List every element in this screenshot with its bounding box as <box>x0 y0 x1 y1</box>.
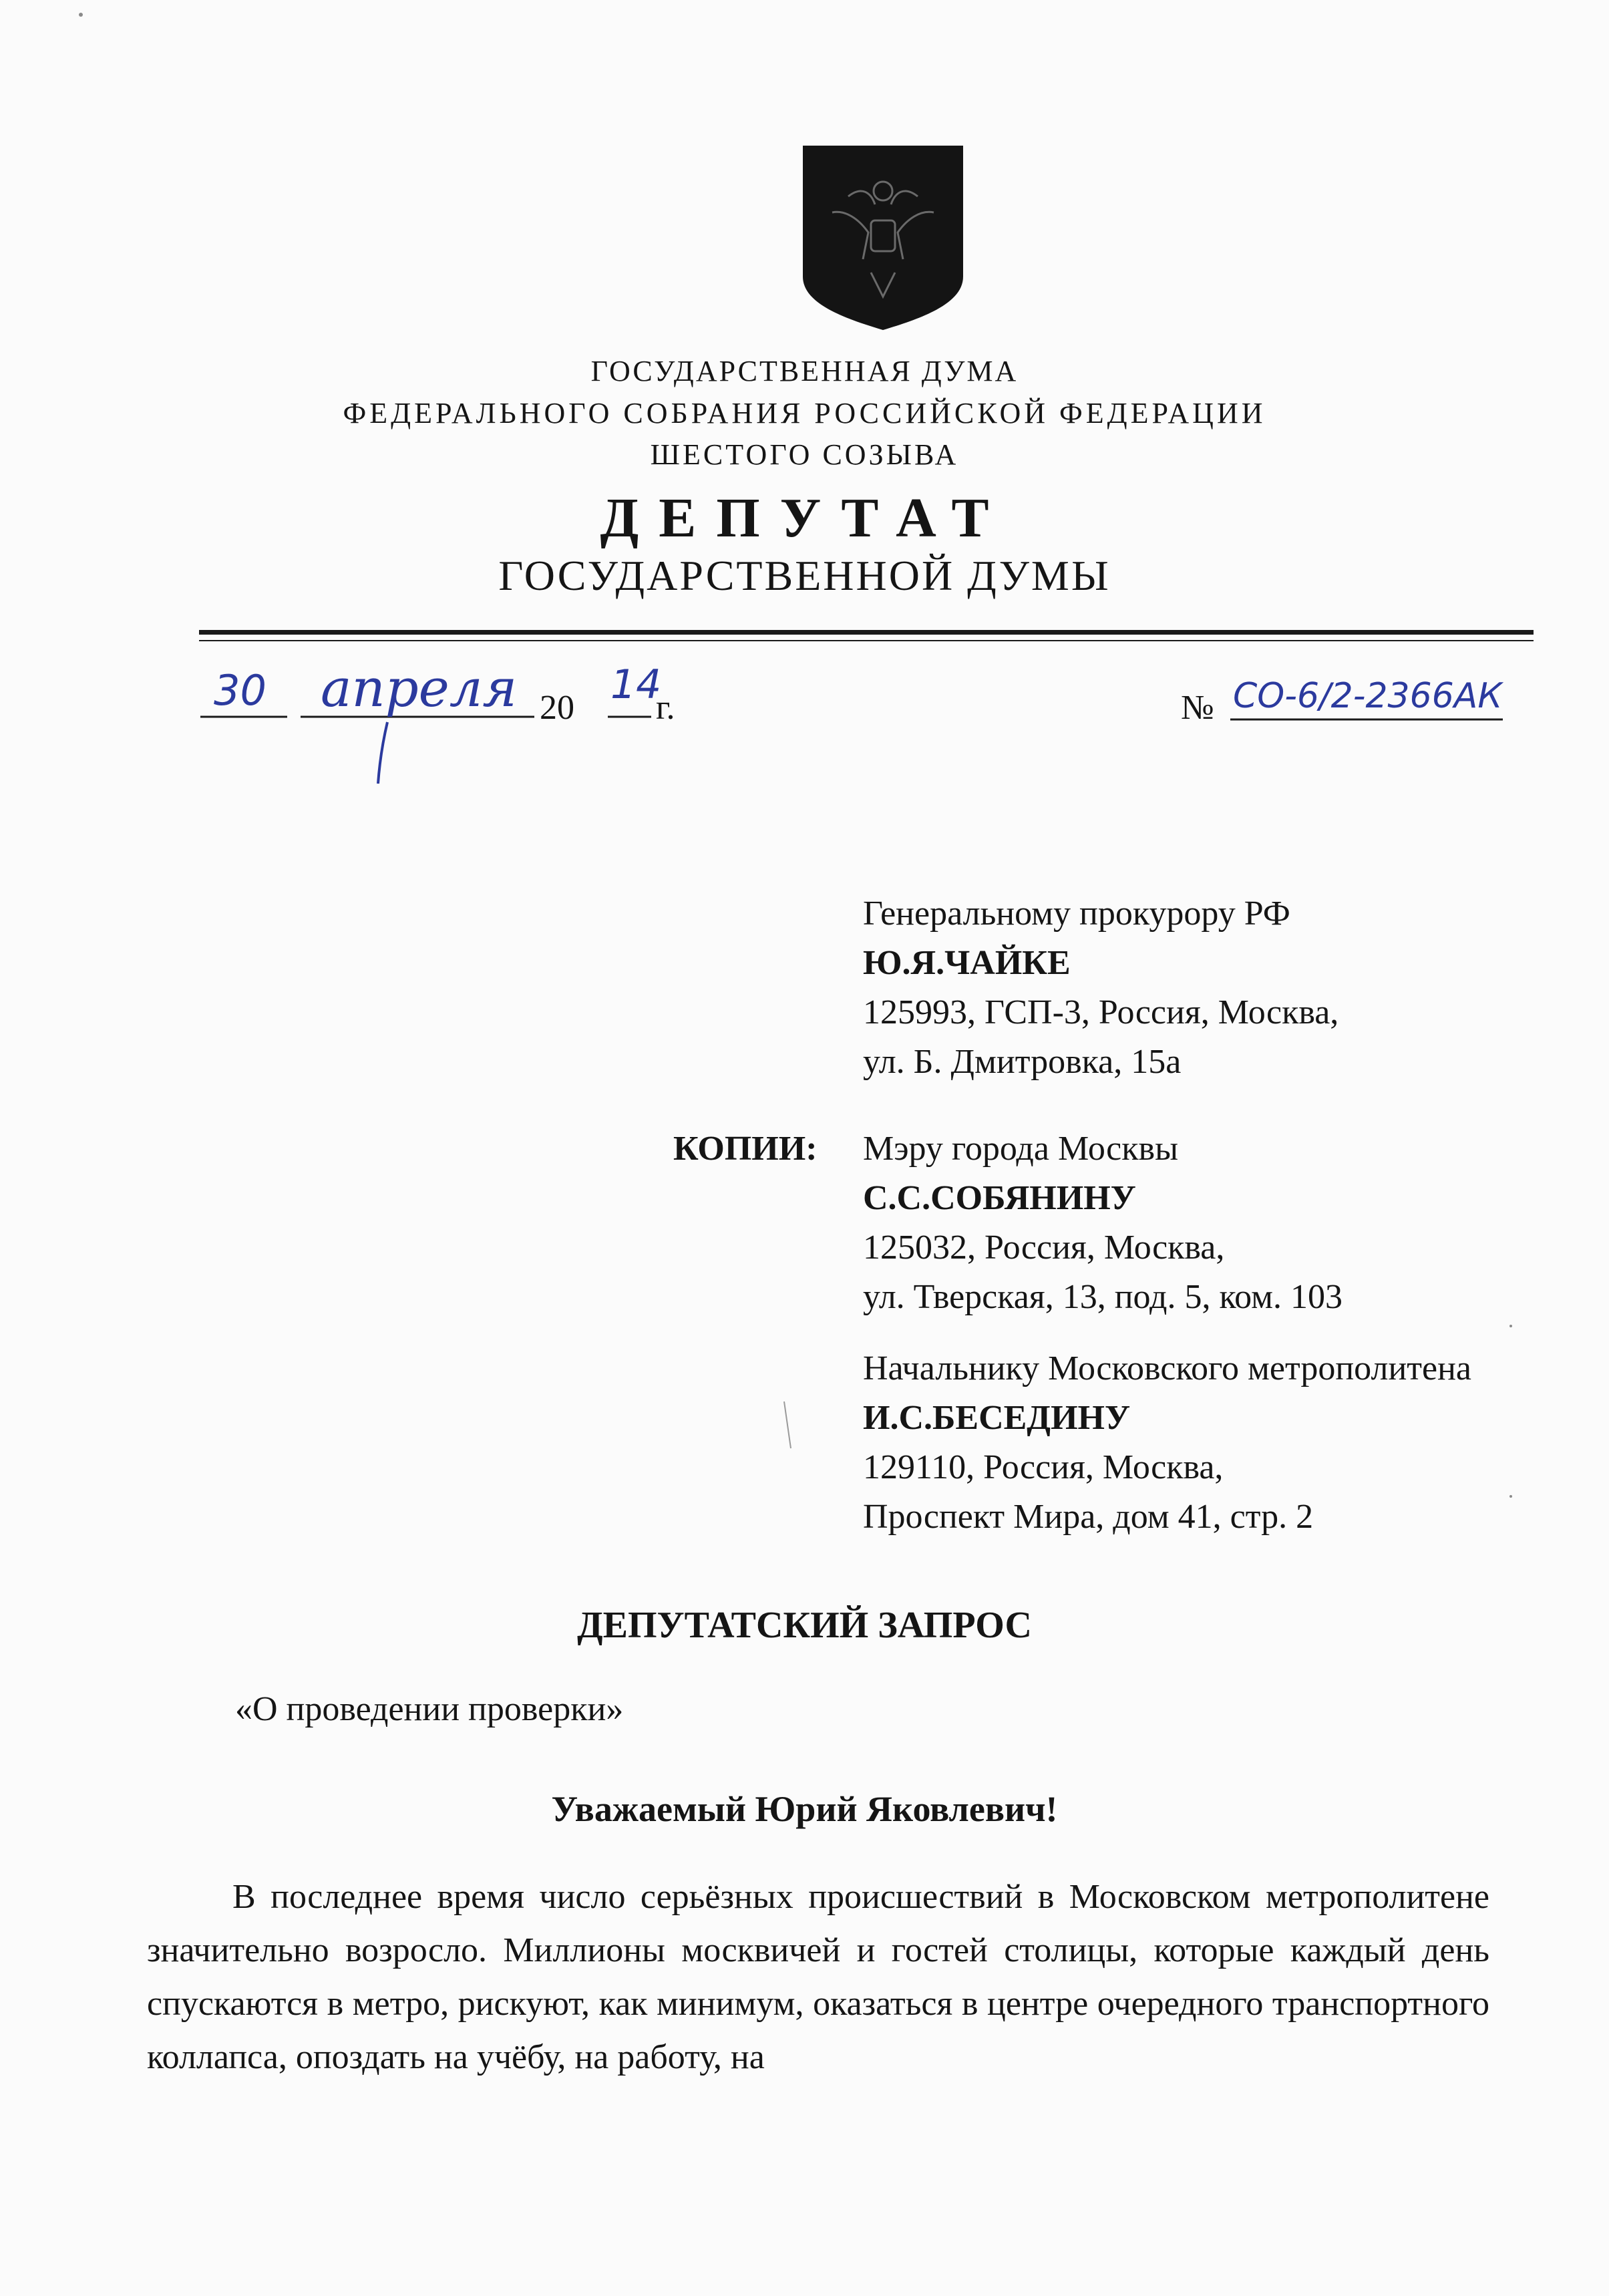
handwritten-number <box>1189 665 1563 745</box>
copy-recipient-title: Мэру города Москвы <box>863 1130 1179 1168</box>
org-line-1: ГОСУДАРСТВЕННАЯ ДУМА <box>590 355 1019 387</box>
number-prefix: № <box>1181 689 1214 727</box>
copy-recipient-address-2: ул. Тверская, 13, под. 5, ком. 103 <box>863 1278 1343 1316</box>
header-rule-thin <box>199 640 1534 641</box>
deputy-title: ДЕПУТАТ <box>600 487 1009 549</box>
salutation: Уважаемый Юрий Яковлевич! <box>551 1789 1058 1829</box>
recipient-title: Генеральному прокурору РФ <box>863 894 1290 933</box>
document-title: ДЕПУТАТСКИЙ ЗАПРОС <box>577 1605 1032 1646</box>
deputy-subtitle: ГОСУДАРСТВЕННОЙ ДУМЫ <box>498 552 1111 599</box>
copy-recipient-address-1: 125032, Россия, Москва, <box>863 1228 1225 1267</box>
recipient-address-2: ул. Б. Дмитровка, 15а <box>863 1043 1182 1081</box>
copy-recipient-name: С.С.СОБЯНИНУ <box>863 1179 1136 1217</box>
date-year-suffix: г. <box>656 689 675 727</box>
copy-recipient-block <box>863 1344 1471 1542</box>
recipient-name: Ю.Я.ЧАЙКЕ <box>863 944 1071 982</box>
copy-recipient-address-1: 129110, Россия, Москва, <box>863 1448 1224 1486</box>
date-day: 30 <box>214 666 266 715</box>
copy-recipient-name: И.С.БЕСЕДИНУ <box>863 1399 1131 1437</box>
copy-recipient-block <box>863 1124 1343 1322</box>
copies-label: КОПИИ: <box>673 1130 818 1168</box>
org-line-2: ФЕДЕРАЛЬНОГО СОБРАНИЯ РОССИЙСКОЙ ФЕДЕРАЦИИ <box>343 397 1266 430</box>
russian-coat-of-arms-icon <box>801 146 964 330</box>
org-line-3: ШЕСТОГО СОЗЫВА <box>650 438 959 471</box>
copy-recipient-address-2: Проспект Мира, дом 41, стр. 2 <box>863 1498 1314 1536</box>
registration-number: СО-6/2-2366АК <box>1233 676 1503 716</box>
copy-recipient-title: Начальнику Московского метрополитена <box>863 1349 1471 1387</box>
recipient-address-1: 125993, ГСП-3, Россия, Москва, <box>863 993 1339 1031</box>
body-paragraph: В последнее время число серьёзных происшествий в Московском метрополитене значительно возросло. Миллионы москвичей и гостей столицы, которые каждый день спускаются в метро, рискуют, как минимум, оказаться в центре очередного транспортного коллапса, опоздать на учёбу, на работу, на <box>147 1878 1489 2076</box>
recipient-block <box>863 889 1338 1087</box>
handwritten-date <box>194 658 715 788</box>
date-century-label: 20 <box>540 689 574 727</box>
date-year: 14 <box>610 661 662 708</box>
document-subject: «О проведении проверки» <box>235 1690 624 1728</box>
date-month: апреля <box>321 659 518 719</box>
header-rule-thick <box>199 630 1534 635</box>
